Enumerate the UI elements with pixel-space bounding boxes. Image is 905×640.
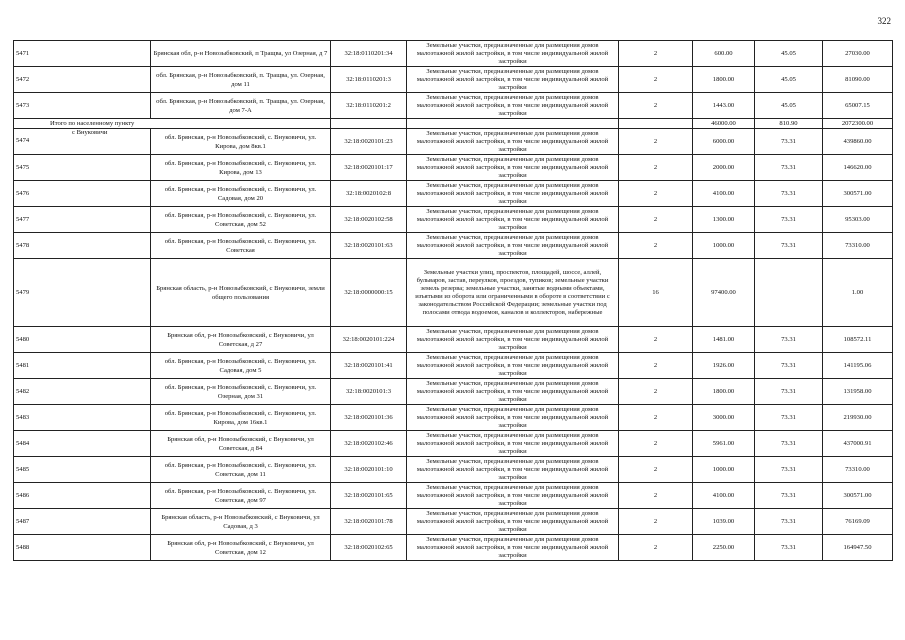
row-rate: 45.05 (755, 93, 823, 119)
row-land-use: Земельные участки, предназначенные для размещения домов малоэтажной жилой застройки, в том числе индивидуальной жилой застройки (407, 431, 619, 457)
row-address: Брянская обл, р-н Новозыбковский, п Тращва, ул Озерная, д 7 (151, 41, 331, 67)
row-address: обл. Брянская, р-н Новозыбковский, с. Внуковичи, ул. Садовая, дом 5 (151, 353, 331, 379)
table-row (14, 67, 893, 93)
row-address: Брянская обл, р-н Новозыбковский, с Внуковичи, ул Советская, д 27 (151, 327, 331, 353)
row-land-use: Земельные участки, предназначенные для размещения домов малоэтажной жилой застройки, в том числе индивидуальной жилой застройки (407, 93, 619, 119)
table-row (14, 457, 893, 483)
row-number: 5485 (14, 457, 151, 483)
row-land-use: Земельные участки, предназначенные для размещения домов малоэтажной жилой застройки, в том числе индивидуальной жилой застройки (407, 129, 619, 155)
row-land-use: Земельные участки, предназначенные для размещения домов малоэтажной жилой застройки, в том числе индивидуальной жилой застройки (407, 353, 619, 379)
row-number: 5483 (14, 405, 151, 431)
row-group: 2 (619, 129, 693, 155)
row-address: обл. Брянская, р-н Новозыбковский, п. Тращва, ул. Озерная, дом 7-А (151, 93, 331, 119)
row-area: 2000.00 (693, 155, 755, 181)
table-row (14, 431, 893, 457)
row-rate: 73.31 (755, 233, 823, 259)
locality-label: с Внуковичи (72, 129, 108, 136)
row-rate: 73.31 (755, 457, 823, 483)
row-area: 4100.00 (693, 483, 755, 509)
row-address: Брянская область, р-н Новозыбковский, с Внуковичи, ул Садовая, д 3 (151, 509, 331, 535)
row-cadastral-value: 164947.50 (823, 535, 893, 561)
row-number: 5473 (14, 93, 151, 119)
row-cadastral-value: 146620.00 (823, 155, 893, 181)
row-rate: 73.31 (755, 327, 823, 353)
row-cadastral-number: 32:18:0020101:23 (331, 129, 407, 155)
row-number: 5476 (14, 181, 151, 207)
row-land-use: Земельные участки, предназначенные для размещения домов малоэтажной жилой застройки, в том числе индивидуальной жилой застройки (407, 405, 619, 431)
row-number: 5482 (14, 379, 151, 405)
row-group: 2 (619, 535, 693, 561)
row-number-text: 5474 (16, 137, 30, 144)
row-land-use: Земельные участки, предназначенные для размещения домов малоэтажной жилой застройки, в том числе индивидуальной жилой застройки (407, 379, 619, 405)
row-cadastral-value: 73310.00 (823, 233, 893, 259)
row-land-use: Земельные участки, предназначенные для размещения домов малоэтажной жилой застройки, в том числе индивидуальной жилой застройки (407, 535, 619, 561)
row-number: 5487 (14, 509, 151, 535)
summary-row (14, 119, 893, 129)
row-cadastral-value: 27030.00 (823, 41, 893, 67)
row-cadastral-number: 32:18:0020101:36 (331, 405, 407, 431)
row-address: обл. Брянская, р-н Новозыбковский, с. Внуковичи, ул. Озерная, дом 31 (151, 379, 331, 405)
row-area: 5961.00 (693, 431, 755, 457)
row-cadastral-number: 32:18:0000000:15 (331, 259, 407, 327)
row-rate: 73.31 (755, 405, 823, 431)
row-cadastral-number: 32:18:0020101:41 (331, 353, 407, 379)
table-row (14, 405, 893, 431)
row-area: 1443.00 (693, 93, 755, 119)
row-address: обл. Брянская, р-н Новозыбковский, с. Внуковичи, ул. Садовая, дом 20 (151, 181, 331, 207)
row-group: 2 (619, 41, 693, 67)
table-row (14, 207, 893, 233)
row-cadastral-number: 32:18:0020102:65 (331, 535, 407, 561)
row-number: 5486 (14, 483, 151, 509)
row-address: Брянская область, р-н Новозыбковский, с Внуковичи, земли общего пользования (151, 259, 331, 327)
row-area: 1800.00 (693, 379, 755, 405)
row-rate: 45.05 (755, 41, 823, 67)
row-cadastral-number: 32:18:0020101:63 (331, 233, 407, 259)
summary-empty (331, 119, 407, 129)
row-rate: 73.31 (755, 509, 823, 535)
cadastral-value-table (13, 40, 893, 561)
row-cadastral-number: 32:18:0020101:65 (331, 483, 407, 509)
row-address: обл. Брянская, р-н Новозыбковский, с. Внуковичи, ул. Кирова, дом 8кв.1 (151, 129, 331, 155)
row-rate: 73.31 (755, 483, 823, 509)
row-rate: 73.31 (755, 181, 823, 207)
summary-rate: 810.90 (755, 119, 823, 129)
row-land-use: Земельные участки, предназначенные для размещения домов малоэтажной жилой застройки, в том числе индивидуальной жилой застройки (407, 181, 619, 207)
row-rate: 73.31 (755, 535, 823, 561)
row-cadastral-number: 32:18:0110201:34 (331, 41, 407, 67)
row-cadastral-number: 32:18:0110201:2 (331, 93, 407, 119)
row-land-use: Земельные участки, предназначенные для размещения домов малоэтажной жилой застройки, в том числе индивидуальной жилой застройки (407, 509, 619, 535)
row-cadastral-number: 32:18:0110201:3 (331, 67, 407, 93)
page-number: 322 (877, 16, 891, 26)
row-rate: 45.05 (755, 67, 823, 93)
row-area: 4100.00 (693, 181, 755, 207)
row-land-use: Земельные участки, предназначенные для размещения домов малоэтажной жилой застройки, в том числе индивидуальной жилой застройки (407, 207, 619, 233)
table-row (14, 379, 893, 405)
row-land-use: Земельные участки, предназначенные для размещения домов малоэтажной жилой застройки, в том числе индивидуальной жилой застройки (407, 327, 619, 353)
row-group: 2 (619, 379, 693, 405)
row-number (14, 129, 151, 155)
row-cadastral-value: 437000.91 (823, 431, 893, 457)
row-cadastral-value: 439860.00 (823, 129, 893, 155)
row-area: 1000.00 (693, 233, 755, 259)
row-address: Брянская обл, р-н Новозыбковский, с Внуковичи, ул Советская, дом 12 (151, 535, 331, 561)
row-address: обл. Брянская, р-н Новозыбковский, с. Внуковичи, ул. Советская, дом 52 (151, 207, 331, 233)
row-rate: 73.31 (755, 207, 823, 233)
row-land-use: Земельные участки, предназначенные для размещения домов малоэтажной жилой застройки, в том числе индивидуальной жилой застройки (407, 483, 619, 509)
table-row (14, 535, 893, 561)
row-cadastral-value: 108572.11 (823, 327, 893, 353)
row-cadastral-number: 32:18:0020102:58 (331, 207, 407, 233)
row-area: 1300.00 (693, 207, 755, 233)
row-area: 600.00 (693, 41, 755, 67)
row-number: 5475 (14, 155, 151, 181)
row-area: 1481.00 (693, 327, 755, 353)
row-cadastral-value: 141195.06 (823, 353, 893, 379)
row-cadastral-value: 219930.00 (823, 405, 893, 431)
summary-area: 46000.00 (693, 119, 755, 129)
row-group: 16 (619, 259, 693, 327)
table-row (14, 353, 893, 379)
summary-label-text: Итого по населенному пункту (50, 119, 135, 127)
row-area: 1039.00 (693, 509, 755, 535)
row-land-use: Земельные участки, предназначенные для размещения домов малоэтажной жилой застройки, в том числе индивидуальной жилой застройки (407, 233, 619, 259)
row-number: 5479 (14, 259, 151, 327)
row-area: 1800.00 (693, 67, 755, 93)
table-row (14, 509, 893, 535)
row-address: обл. Брянская, р-н Новозыбковский, с. Внуковичи, ул. Советская (151, 233, 331, 259)
row-number: 5488 (14, 535, 151, 561)
row-rate (755, 259, 823, 327)
row-number: 5477 (14, 207, 151, 233)
row-cadastral-number: 32:18:0020101:78 (331, 509, 407, 535)
row-cadastral-value: 300571.00 (823, 483, 893, 509)
row-group: 2 (619, 509, 693, 535)
table-row (14, 327, 893, 353)
table-row (14, 129, 893, 155)
summary-empty (407, 119, 619, 129)
row-cadastral-value: 65007.15 (823, 93, 893, 119)
row-group: 2 (619, 67, 693, 93)
row-address: обл. Брянская, р-н Новозыбковский, с. Внуковичи, ул. Кирова, дом 13 (151, 155, 331, 181)
row-address: обл. Брянская, р-н Новозыбковский, с. Внуковичи, ул. Кирова, дом 16кв.1 (151, 405, 331, 431)
summary-label (14, 119, 331, 129)
row-address: Брянская обл, р-н Новозыбковский, с Внуковичи, ул Советская, д 84 (151, 431, 331, 457)
row-land-use: Земельные участки, предназначенные для размещения домов малоэтажной жилой застройки, в том числе индивидуальной жилой застройки (407, 41, 619, 67)
row-area: 97400.00 (693, 259, 755, 327)
row-land-use: Земельные участки, предназначенные для размещения домов малоэтажной жилой застройки, в том числе индивидуальной жилой застройки (407, 67, 619, 93)
row-cadastral-value: 81090.00 (823, 67, 893, 93)
row-group: 2 (619, 207, 693, 233)
table-row (14, 259, 893, 327)
row-number: 5478 (14, 233, 151, 259)
row-cadastral-value: 73310.00 (823, 457, 893, 483)
row-area: 1926.00 (693, 353, 755, 379)
row-group: 2 (619, 181, 693, 207)
row-cadastral-number: 32:18:0020101:10 (331, 457, 407, 483)
row-cadastral-number: 32:18:0020101:224 (331, 327, 407, 353)
row-area: 3000.00 (693, 405, 755, 431)
table-row (14, 155, 893, 181)
row-number: 5471 (14, 41, 151, 67)
summary-value: 2072300.00 (823, 119, 893, 129)
row-number: 5481 (14, 353, 151, 379)
row-group: 2 (619, 353, 693, 379)
row-group: 2 (619, 405, 693, 431)
row-land-use: Земельные участки, предназначенные для размещения домов малоэтажной жилой застройки, в том числе индивидуальной жилой застройки (407, 155, 619, 181)
row-land-use: Земельные участки, предназначенные для размещения домов малоэтажной жилой застройки, в том числе индивидуальной жилой застройки (407, 457, 619, 483)
row-group: 2 (619, 457, 693, 483)
row-cadastral-number: 32:18:0020101:17 (331, 155, 407, 181)
row-cadastral-value: 76169.09 (823, 509, 893, 535)
row-address: обл. Брянская, р-н Новозыбковский, с. Внуковичи, ул. Советская, дом 11 (151, 457, 331, 483)
row-cadastral-number: 32:18:0020101:3 (331, 379, 407, 405)
row-rate: 73.31 (755, 379, 823, 405)
row-cadastral-number: 32:18:0020102:8 (331, 181, 407, 207)
row-cadastral-value: 1.00 (823, 259, 893, 327)
row-area: 2250.00 (693, 535, 755, 561)
table-row (14, 181, 893, 207)
row-area: 1000.00 (693, 457, 755, 483)
row-group: 2 (619, 155, 693, 181)
row-address: обл. Брянская, р-н Новозыбковский, с. Внуковичи, ул. Советская, дом 97 (151, 483, 331, 509)
table-row (14, 41, 893, 67)
row-cadastral-value: 300571.00 (823, 181, 893, 207)
row-number: 5480 (14, 327, 151, 353)
row-cadastral-value: 131958.00 (823, 379, 893, 405)
row-rate: 73.31 (755, 155, 823, 181)
row-rate: 73.31 (755, 431, 823, 457)
row-group: 2 (619, 483, 693, 509)
table-row (14, 483, 893, 509)
summary-empty (619, 119, 693, 129)
row-group: 2 (619, 93, 693, 119)
row-group: 2 (619, 431, 693, 457)
table-row (14, 233, 893, 259)
row-group: 2 (619, 327, 693, 353)
row-number: 5472 (14, 67, 151, 93)
table-row (14, 93, 893, 119)
row-cadastral-value: 95303.00 (823, 207, 893, 233)
row-address: обл. Брянская, р-н Новозыбковский, п. Тращва, ул. Озерная, дом 11 (151, 67, 331, 93)
row-rate: 73.31 (755, 129, 823, 155)
row-rate: 73.31 (755, 353, 823, 379)
row-group: 2 (619, 233, 693, 259)
row-area: 6000.00 (693, 129, 755, 155)
row-cadastral-number: 32:18:0020102:46 (331, 431, 407, 457)
row-number: 5484 (14, 431, 151, 457)
row-land-use: Земельные участки улиц, проспектов, площадей, шоссе, аллей, бульваров, застав, переулков, проездов, тупиков; земельные участки земель резерва; земельные участки, занятые водными объектами, изъятыми из оборота или ограниченными в обороте в соответствии с законодательством Российской Федерации; земельные участки под полосами отвода водоемов, каналов и коллекторов, набережные (407, 259, 619, 327)
